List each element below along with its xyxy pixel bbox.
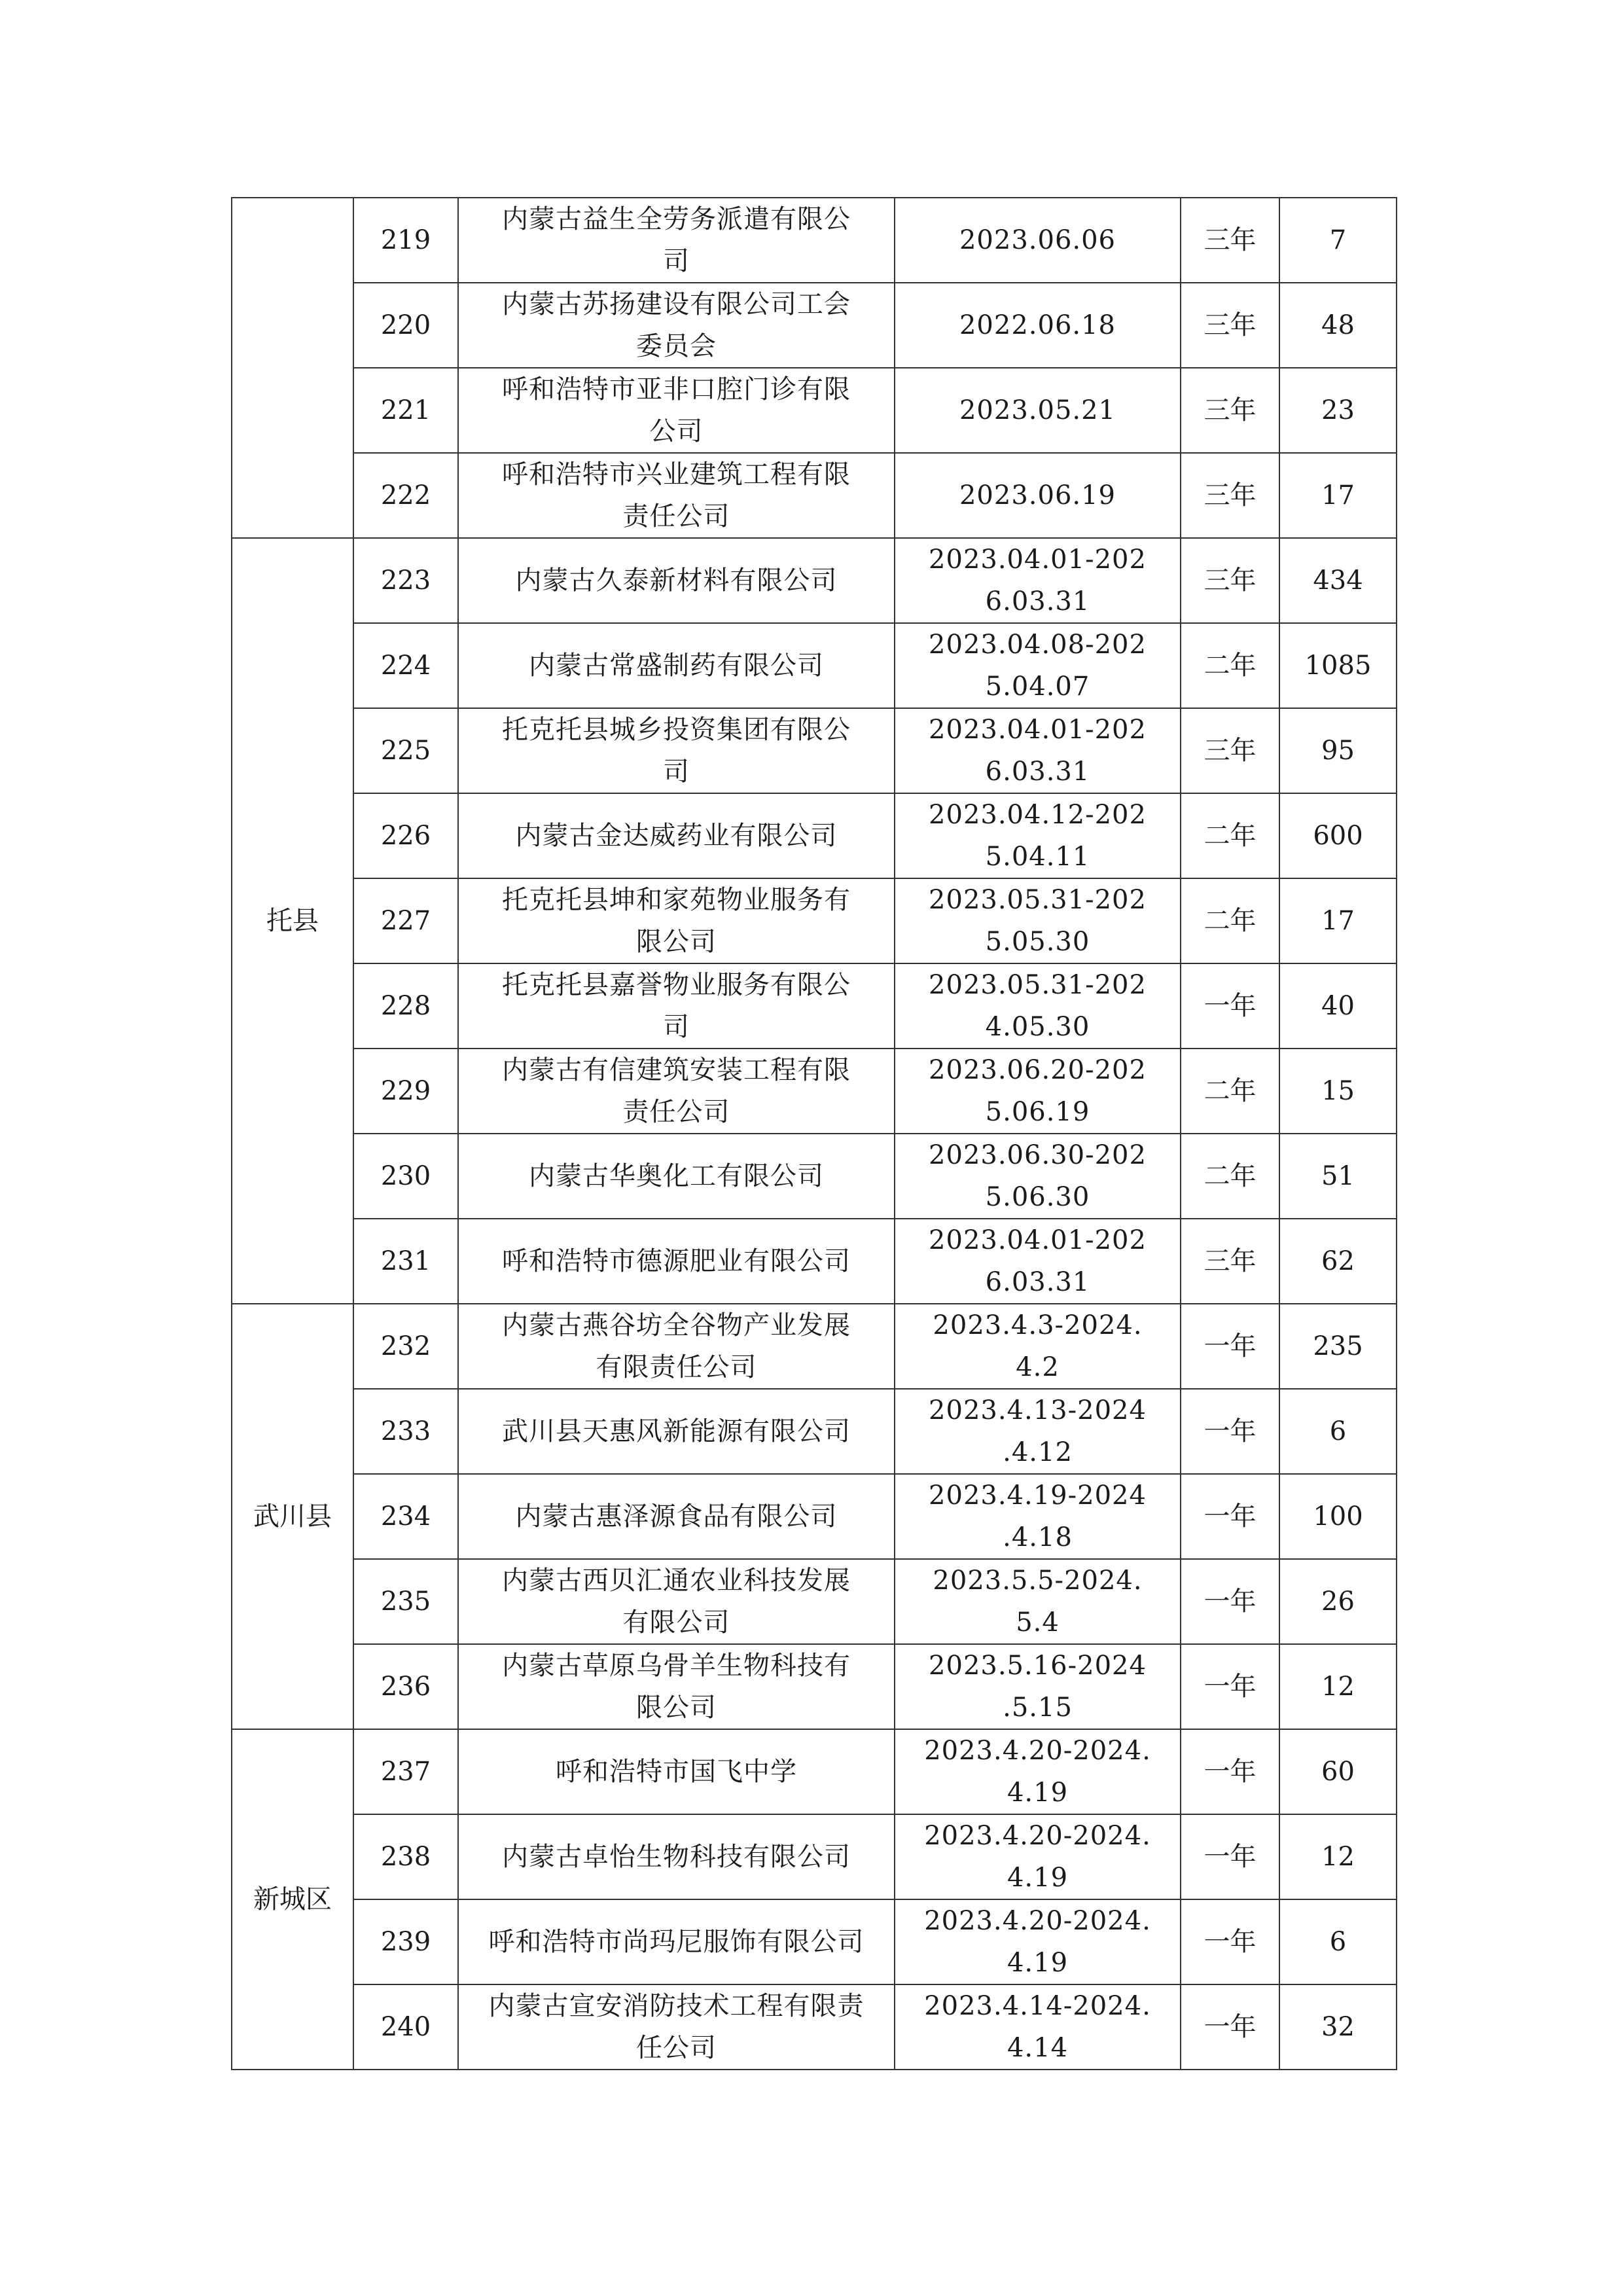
company-name-cell [458, 1049, 895, 1134]
contract-period-line: 5.04.07 [985, 672, 1090, 702]
table-row [232, 1389, 1397, 1474]
contract-term-cell: 一年 [1181, 1729, 1279, 1814]
contract-period-line: 2023.4.19-2024 [929, 1480, 1147, 1511]
serial-number-cell: 224 [353, 623, 458, 708]
company-name-line: 司 [663, 757, 690, 787]
company-name-line: 托克托县坤和家苑物业服务有 [502, 885, 851, 915]
company-name-cell [458, 708, 895, 793]
table-row [232, 538, 1397, 623]
company-name-cell [458, 1899, 895, 1984]
contract-period-line: .4.12 [1003, 1437, 1073, 1467]
contract-term-cell: 三年 [1181, 283, 1279, 368]
contract-period-cell [895, 1559, 1181, 1644]
employee-count-cell: 48 [1279, 283, 1397, 368]
company-name-cell [458, 963, 895, 1049]
company-name-cell [458, 1644, 895, 1729]
contract-period-line: 4.2 [1016, 1352, 1060, 1382]
contract-period-line: 2023.4.20-2024. [924, 1906, 1151, 1936]
company-name-line: 内蒙古惠泽源食品有限公司 [515, 1501, 838, 1532]
table-row [232, 1219, 1397, 1304]
company-name-line: 呼和浩特市德源肥业有限公司 [502, 1246, 851, 1276]
contract-period-line: 5.04.11 [985, 842, 1090, 872]
company-name-cell [458, 1389, 895, 1474]
contract-term-cell: 一年 [1181, 1304, 1279, 1389]
employee-count-cell: 23 [1279, 368, 1397, 453]
contract-period-cell [895, 1984, 1181, 2070]
contract-period-cell [895, 1899, 1181, 1984]
serial-number-cell: 229 [353, 1049, 458, 1134]
contract-term-cell: 二年 [1181, 623, 1279, 708]
contract-period-line: 2023.04.01-202 [929, 1225, 1147, 1255]
company-name-cell [458, 793, 895, 878]
company-name-cell [458, 1219, 895, 1304]
company-name-line: 内蒙古常盛制药有限公司 [529, 651, 824, 681]
company-name-line: 托克托县城乡投资集团有限公 [502, 715, 851, 745]
employee-count-cell: 40 [1279, 963, 1397, 1049]
company-name-cell [458, 1729, 895, 1814]
contract-period-line: 6.03.31 [985, 1267, 1090, 1297]
company-name-line: 委员会 [636, 331, 717, 361]
serial-number-cell: 235 [353, 1559, 458, 1644]
company-name-line: 内蒙古久泰新材料有限公司 [515, 565, 838, 596]
contract-period-cell [895, 198, 1181, 283]
serial-number-cell: 220 [353, 283, 458, 368]
contract-period-line: 2023.05.21 [959, 395, 1116, 425]
contract-period-cell [895, 538, 1181, 623]
serial-number-cell: 234 [353, 1474, 458, 1559]
company-name-line: 有限责任公司 [596, 1352, 757, 1382]
table-body [232, 198, 1397, 2070]
employee-count-cell: 235 [1279, 1304, 1397, 1389]
table-row [232, 283, 1397, 368]
table-row [232, 1049, 1397, 1134]
company-name-line: 任公司 [636, 2033, 717, 2063]
contract-term-cell: 二年 [1181, 793, 1279, 878]
employee-count-cell: 32 [1279, 1984, 1397, 2070]
contract-term-cell: 二年 [1181, 1134, 1279, 1219]
contract-period-cell [895, 793, 1181, 878]
contract-period-line: 4.14 [1007, 2033, 1069, 2063]
contract-period-line: 2022.06.18 [959, 310, 1116, 340]
contract-term-cell: 三年 [1181, 198, 1279, 283]
company-name-line: 武川县天惠风新能源有限公司 [502, 1416, 851, 1446]
contract-period-line: 4.19 [1007, 1778, 1069, 1808]
region-cell: 新城区 [232, 1729, 353, 2070]
contract-period-cell [895, 1304, 1181, 1389]
serial-number-cell: 240 [353, 1984, 458, 2070]
serial-number-cell: 222 [353, 453, 458, 538]
company-name-line: 有限公司 [622, 1607, 730, 1638]
contract-term-cell: 三年 [1181, 538, 1279, 623]
company-name-cell [458, 283, 895, 368]
table-row [232, 1644, 1397, 1729]
company-name-cell [458, 1134, 895, 1219]
employee-count-cell: 62 [1279, 1219, 1397, 1304]
contract-term-cell: 一年 [1181, 963, 1279, 1049]
contract-term-cell: 一年 [1181, 1814, 1279, 1899]
table-row [232, 1729, 1397, 1814]
contract-period-line: 2023.5.5-2024. [933, 1566, 1143, 1596]
company-name-line: 内蒙古有信建筑安装工程有限 [502, 1055, 851, 1085]
company-name-line: 内蒙古卓怡生物科技有限公司 [502, 1842, 851, 1872]
contract-period-cell [895, 1389, 1181, 1474]
contract-period-line: 2023.06.06 [959, 225, 1116, 255]
company-name-line: 呼和浩特市国飞中学 [556, 1757, 797, 1787]
serial-number-cell: 230 [353, 1134, 458, 1219]
employee-count-cell: 1085 [1279, 623, 1397, 708]
contract-term-cell: 一年 [1181, 1559, 1279, 1644]
serial-number-cell: 231 [353, 1219, 458, 1304]
employee-count-cell: 12 [1279, 1814, 1397, 1899]
employee-count-cell: 6 [1279, 1389, 1397, 1474]
employee-count-cell: 51 [1279, 1134, 1397, 1219]
employee-count-cell: 17 [1279, 878, 1397, 963]
employee-count-cell: 15 [1279, 1049, 1397, 1134]
contract-period-line: 2023.05.31-202 [929, 885, 1147, 915]
contract-period-line: 5.06.30 [985, 1182, 1090, 1212]
company-name-line: 内蒙古西贝汇通农业科技发展 [502, 1566, 851, 1596]
contract-period-line: 2023.04.01-202 [929, 715, 1147, 745]
contract-period-line: 2023.04.08-202 [929, 630, 1147, 660]
contract-period-line: 4.19 [1007, 1948, 1069, 1978]
company-name-line: 内蒙古金达威药业有限公司 [515, 821, 838, 851]
table-row [232, 1899, 1397, 1984]
table-row [232, 1814, 1397, 1899]
table-row [232, 1984, 1397, 2070]
contract-period-line: 5.06.19 [985, 1097, 1090, 1127]
employee-count-cell: 434 [1279, 538, 1397, 623]
company-name-line: 内蒙古苏扬建设有限公司工会 [502, 289, 851, 319]
contract-period-cell [895, 1814, 1181, 1899]
contract-term-cell: 二年 [1181, 1049, 1279, 1134]
company-name-cell [458, 1304, 895, 1389]
contract-period-cell [895, 1644, 1181, 1729]
contract-period-line: 2023.06.20-202 [929, 1055, 1147, 1085]
contract-period-cell [895, 1134, 1181, 1219]
table-row [232, 1474, 1397, 1559]
serial-number-cell: 233 [353, 1389, 458, 1474]
contract-period-line: 2023.06.19 [959, 480, 1116, 511]
company-name-line: 呼和浩特市尚玛尼服饰有限公司 [488, 1927, 865, 1957]
contract-period-cell [895, 1729, 1181, 1814]
employee-count-cell: 12 [1279, 1644, 1397, 1729]
serial-number-cell: 227 [353, 878, 458, 963]
company-name-cell [458, 1814, 895, 1899]
contract-period-cell [895, 623, 1181, 708]
serial-number-cell: 232 [353, 1304, 458, 1389]
company-name-line: 托克托县嘉誉物业服务有限公 [502, 970, 851, 1000]
company-name-line: 内蒙古草原乌骨羊生物科技有 [502, 1651, 851, 1681]
contract-term-cell: 二年 [1181, 878, 1279, 963]
table-row [232, 793, 1397, 878]
contract-period-cell [895, 368, 1181, 453]
employee-count-cell: 6 [1279, 1899, 1397, 1984]
contract-period-line: 2023.4.20-2024. [924, 1736, 1151, 1766]
company-name-line: 责任公司 [622, 1097, 730, 1127]
company-name-line: 限公司 [636, 1693, 717, 1723]
company-name-line: 呼和浩特市兴业建筑工程有限 [502, 459, 851, 490]
company-name-cell [458, 538, 895, 623]
contract-period-line: 2023.4.20-2024. [924, 1821, 1151, 1851]
contract-period-line: 5.4 [1016, 1607, 1060, 1638]
contract-period-line: 6.03.31 [985, 757, 1090, 787]
contract-period-line: .5.15 [1003, 1693, 1073, 1723]
employee-count-cell: 60 [1279, 1729, 1397, 1814]
company-name-line: 呼和浩特市亚非口腔门诊有限 [502, 374, 851, 404]
region-cell: 托县 [232, 538, 353, 1304]
table-row [232, 878, 1397, 963]
employee-count-cell: 100 [1279, 1474, 1397, 1559]
region-cell: 武川县 [232, 1304, 353, 1729]
table-row [232, 708, 1397, 793]
contract-term-cell: 三年 [1181, 708, 1279, 793]
contract-term-cell: 一年 [1181, 1389, 1279, 1474]
table-row [232, 963, 1397, 1049]
employee-count-cell: 95 [1279, 708, 1397, 793]
company-name-cell [458, 198, 895, 283]
contract-period-cell [895, 453, 1181, 538]
contract-term-cell: 三年 [1181, 1219, 1279, 1304]
contract-period-cell [895, 878, 1181, 963]
company-name-line: 司 [663, 1012, 690, 1042]
serial-number-cell: 237 [353, 1729, 458, 1814]
company-name-cell [458, 453, 895, 538]
company-name-line: 内蒙古宣安消防技术工程有限责 [488, 1991, 865, 2021]
contract-period-line: 2023.4.14-2024. [924, 1991, 1151, 2021]
company-name-line: 内蒙古益生全劳务派遣有限公 [502, 204, 851, 234]
contract-period-line: 2023.05.31-202 [929, 970, 1147, 1000]
company-name-cell [458, 1559, 895, 1644]
company-name-cell [458, 623, 895, 708]
contract-period-cell [895, 708, 1181, 793]
serial-number-cell: 223 [353, 538, 458, 623]
contract-period-line: 5.05.30 [985, 927, 1090, 957]
enterprise-roster-table [231, 197, 1397, 2070]
contract-period-cell [895, 1219, 1181, 1304]
company-name-line: 内蒙古燕谷坊全谷物产业发展 [502, 1310, 851, 1340]
company-name-line: 司 [663, 246, 690, 276]
contract-term-cell: 一年 [1181, 1899, 1279, 1984]
employee-count-cell: 17 [1279, 453, 1397, 538]
contract-period-line: 2023.04.01-202 [929, 545, 1147, 575]
serial-number-cell: 238 [353, 1814, 458, 1899]
table-row [232, 198, 1397, 283]
contract-period-line: 2023.06.30-202 [929, 1140, 1147, 1170]
contract-period-line: 2023.4.3-2024. [933, 1310, 1143, 1340]
contract-period-cell [895, 1049, 1181, 1134]
table-row [232, 1134, 1397, 1219]
company-name-cell [458, 1984, 895, 2070]
serial-number-cell: 236 [353, 1644, 458, 1729]
contract-period-line: 2023.04.12-202 [929, 800, 1147, 830]
company-name-line: 责任公司 [622, 501, 730, 531]
region-cell [232, 198, 353, 538]
employee-count-cell: 7 [1279, 198, 1397, 283]
company-name-line: 限公司 [636, 927, 717, 957]
contract-period-line: 2023.4.13-2024 [929, 1395, 1147, 1426]
employee-count-cell: 600 [1279, 793, 1397, 878]
contract-period-cell [895, 963, 1181, 1049]
contract-period-line: 4.05.30 [985, 1012, 1090, 1042]
employee-count-cell: 26 [1279, 1559, 1397, 1644]
contract-term-cell: 一年 [1181, 1474, 1279, 1559]
contract-period-line: 2023.5.16-2024 [929, 1651, 1147, 1681]
serial-number-cell: 239 [353, 1899, 458, 1984]
company-name-line: 公司 [649, 416, 704, 446]
serial-number-cell: 225 [353, 708, 458, 793]
serial-number-cell: 228 [353, 963, 458, 1049]
table-row [232, 1304, 1397, 1389]
contract-period-line: .4.18 [1003, 1522, 1073, 1552]
contract-period-cell [895, 283, 1181, 368]
contract-term-cell: 一年 [1181, 1984, 1279, 2070]
contract-term-cell: 三年 [1181, 453, 1279, 538]
company-name-line: 内蒙古华奥化工有限公司 [529, 1161, 824, 1191]
company-name-cell [458, 1474, 895, 1559]
company-name-cell [458, 878, 895, 963]
contract-term-cell: 一年 [1181, 1644, 1279, 1729]
serial-number-cell: 221 [353, 368, 458, 453]
contract-period-line: 4.19 [1007, 1863, 1069, 1893]
serial-number-cell: 226 [353, 793, 458, 878]
table-row [232, 1559, 1397, 1644]
table-row [232, 623, 1397, 708]
serial-number-cell: 219 [353, 198, 458, 283]
table-row [232, 368, 1397, 453]
table-row [232, 453, 1397, 538]
contract-term-cell: 三年 [1181, 368, 1279, 453]
contract-period-cell [895, 1474, 1181, 1559]
contract-period-line: 6.03.31 [985, 586, 1090, 617]
company-name-cell [458, 368, 895, 453]
